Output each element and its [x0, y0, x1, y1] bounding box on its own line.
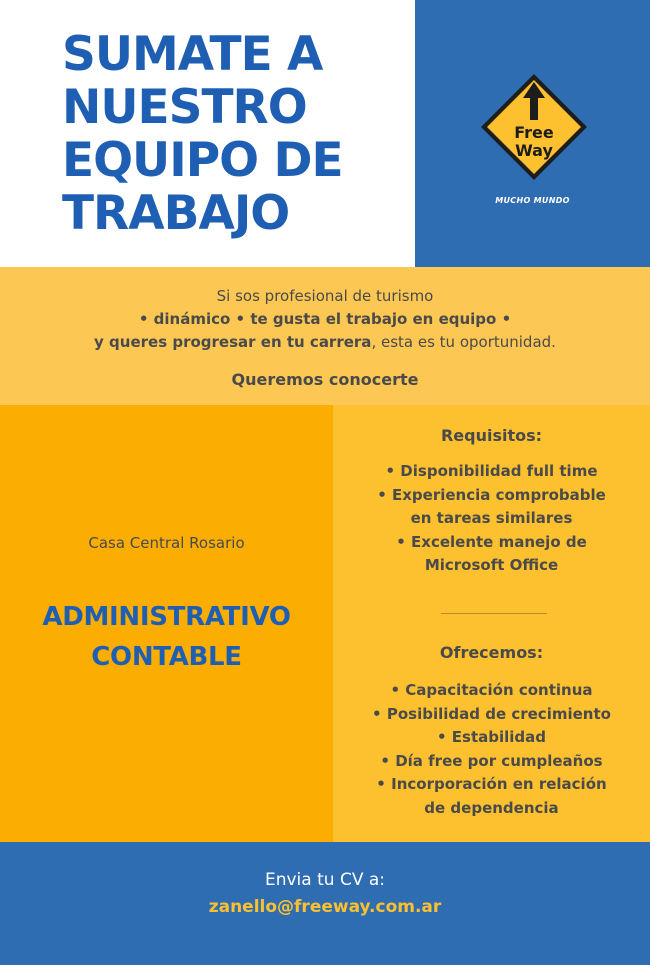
- freeway-logo: [475, 68, 593, 188]
- intro-section: [0, 267, 650, 405]
- intro-line-rest: , esta es tu oportunidad.: [371, 333, 556, 351]
- footer: [0, 842, 650, 965]
- email-link[interactable]: zanello@freeway.com.ar: [208, 897, 442, 917]
- offers-title: Ofrecemos:: [439, 643, 544, 662]
- list-item: Microsoft Office: [424, 556, 559, 574]
- list-item: de dependencia: [424, 798, 559, 817]
- requirements-list: [333, 460, 650, 578]
- intro-cta: Queremos conocerte: [231, 370, 419, 389]
- headline-line: SUMATE A: [62, 27, 323, 82]
- list-item: en tareas similares: [410, 509, 573, 527]
- list-item: • Día free por cumpleaños: [380, 751, 603, 770]
- header: [0, 0, 650, 267]
- tagline: MUCHO MUNDO: [495, 196, 570, 205]
- list-item: • Disponibilidad full time: [385, 462, 598, 480]
- list-item: • Capacitación continua: [390, 681, 593, 699]
- offers-list: [333, 679, 650, 820]
- requirements-title: Requisitos:: [440, 426, 543, 445]
- job-title-line: CONTABLE: [91, 642, 242, 672]
- intro-line: • dinámico • te gusta el trabajo en equipo •: [138, 310, 512, 328]
- headline-line: TRABAJO: [62, 186, 290, 241]
- logo-text-way: Way: [515, 141, 553, 160]
- headline-line: EQUIPO DE: [62, 133, 343, 188]
- headline-line: NUESTRO: [62, 80, 307, 135]
- position-panel: [0, 405, 333, 842]
- location: Casa Central Rosario: [88, 534, 245, 552]
- intro-line: [0, 333, 650, 351]
- list-item: • Incorporación en relación: [376, 775, 607, 793]
- list-item: • Estabilidad: [436, 728, 547, 746]
- job-title-line: ADMINISTRATIVO: [42, 602, 291, 632]
- headline-panel: [0, 0, 415, 267]
- details-panel: [333, 405, 650, 842]
- logo-panel: [415, 0, 650, 267]
- divider: [441, 613, 547, 614]
- list-item: • Posibilidad de crecimiento: [372, 704, 611, 723]
- job-title: [0, 597, 333, 677]
- intro-line: Si sos profesional de turismo: [216, 287, 434, 305]
- intro-emphasis: y queres progresar en tu carrera: [94, 333, 372, 351]
- headline: [62, 28, 402, 240]
- footer-label: Envia tu CV a:: [264, 870, 385, 890]
- logo-text-free: Free: [514, 123, 554, 142]
- list-item: • Excelente manejo de: [396, 532, 587, 551]
- list-item: • Experiencia comprobable: [377, 485, 606, 504]
